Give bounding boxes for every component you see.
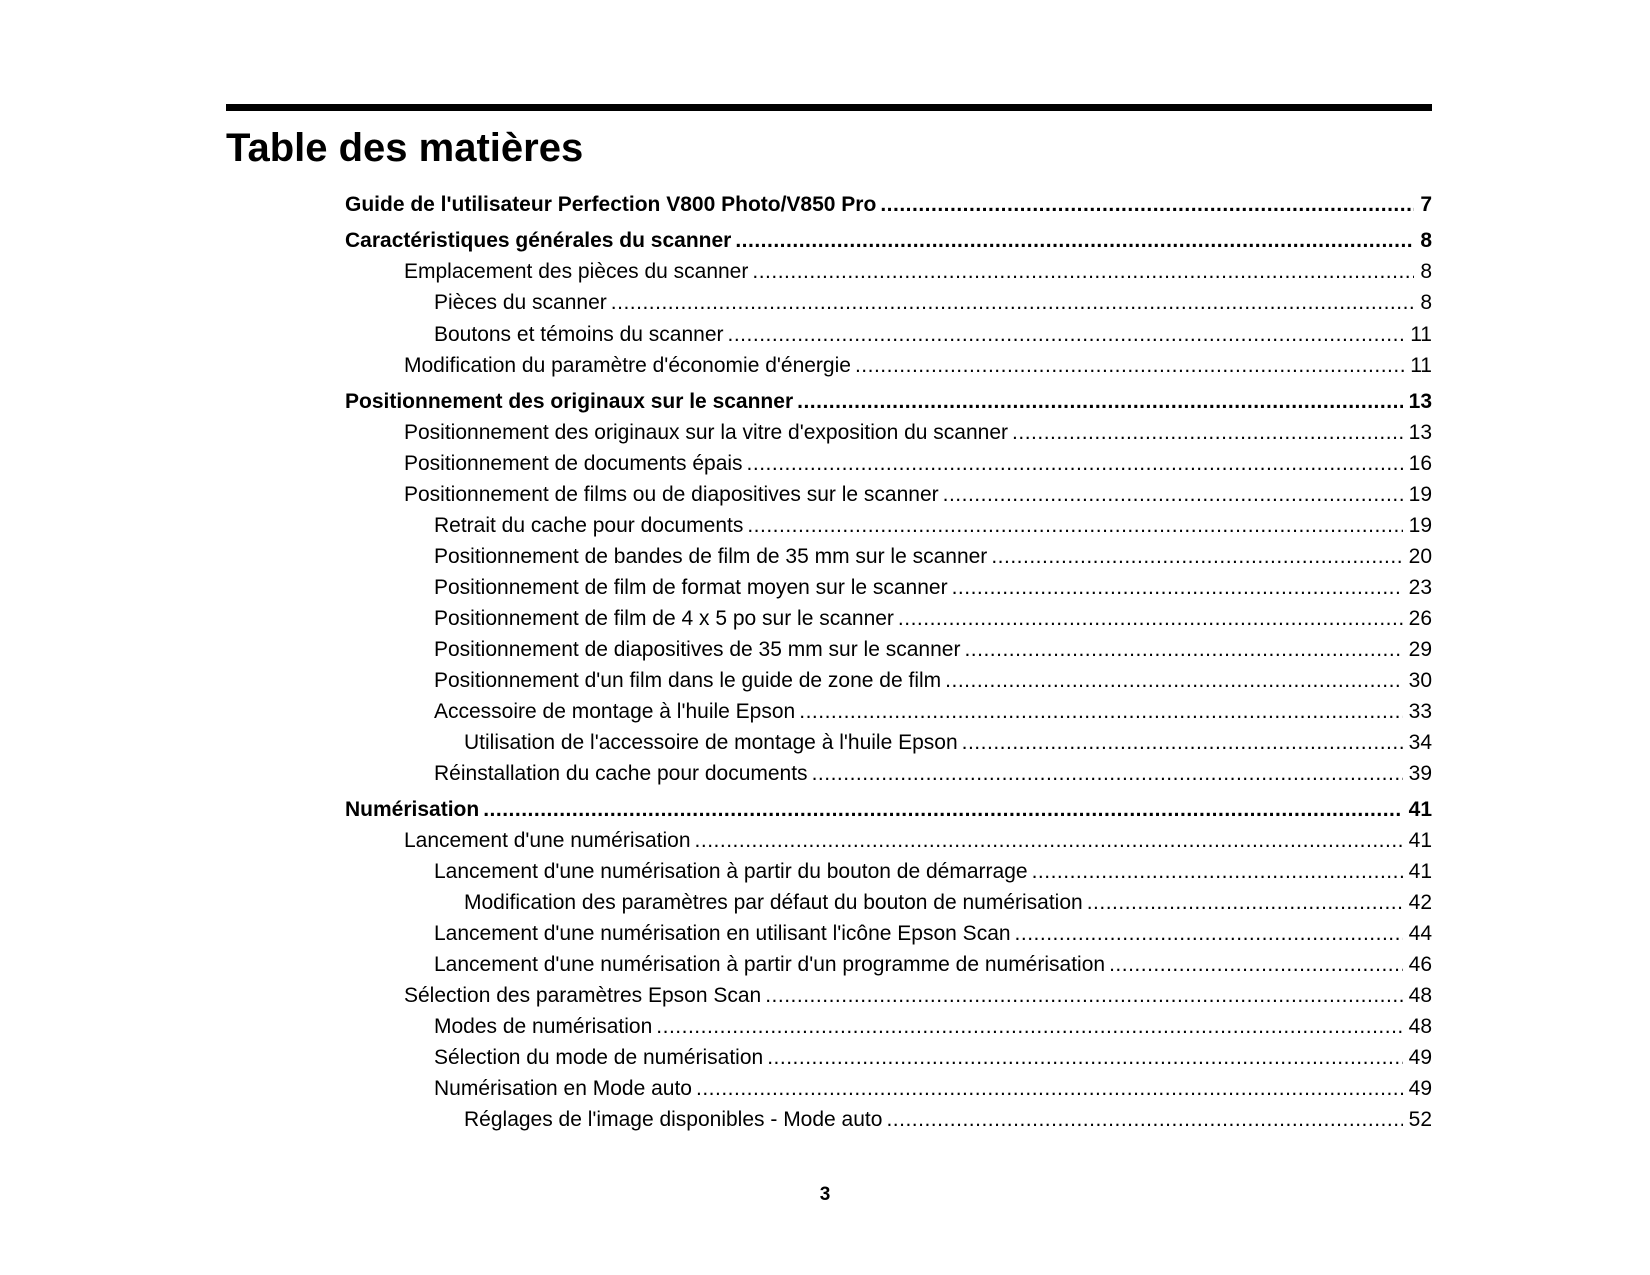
- toc-entry-page: 8: [1420, 260, 1432, 283]
- toc-entry-page: 41: [1408, 860, 1432, 883]
- toc-entry[interactable]: [345, 387, 1432, 417]
- toc-leader: [812, 759, 1403, 789]
- toc-entry-title: Caractéristiques générales du scanner: [345, 229, 732, 252]
- toc-leader: [1109, 950, 1403, 980]
- toc-entry-title: Réglages de l'image disponibles - Mode auto: [464, 1108, 883, 1131]
- toc-entry[interactable]: [404, 257, 1432, 287]
- toc-leader: [611, 288, 1415, 318]
- toc-entry-page: 11: [1410, 323, 1432, 346]
- toc-entry[interactable]: [434, 320, 1432, 350]
- toc-entry-page: 19: [1408, 483, 1432, 506]
- toc-entry-title: Retrait du cache pour documents: [434, 514, 744, 537]
- toc-entry-title: Positionnement des originaux sur le scanner: [345, 390, 794, 413]
- toc-entry[interactable]: [464, 888, 1432, 918]
- toc-entry[interactable]: [434, 919, 1432, 949]
- toc-entry-title: Modification des paramètres par défaut du bouton de numérisation: [464, 891, 1083, 914]
- toc-entry-title: Numérisation en Mode auto: [434, 1077, 692, 1100]
- toc-entry[interactable]: [345, 190, 1432, 220]
- toc-entry-page: 29: [1408, 638, 1432, 661]
- toc-entry[interactable]: [434, 857, 1432, 887]
- toc-leader: [765, 981, 1402, 1011]
- toc-entry-page: 41: [1408, 829, 1432, 852]
- toc-leader: [797, 387, 1403, 417]
- toc-entry-page: 34: [1408, 731, 1432, 754]
- toc-entry[interactable]: [434, 1074, 1432, 1104]
- toc-leader: [747, 511, 1402, 541]
- toc-entry-page: 49: [1408, 1046, 1432, 1069]
- toc-entry-title: Positionnement d'un film dans le guide de zone de film: [434, 669, 942, 692]
- toc-entry[interactable]: [434, 511, 1432, 541]
- toc-entry-page: 13: [1408, 421, 1432, 444]
- toc-entry[interactable]: [404, 351, 1432, 381]
- toc-entry[interactable]: [404, 480, 1432, 510]
- toc-entry-page: 13: [1408, 390, 1432, 413]
- toc-leader: [1087, 888, 1403, 918]
- toc-leader: [656, 1012, 1402, 1042]
- toc-entry[interactable]: [404, 449, 1432, 479]
- toc-leader: [898, 604, 1403, 634]
- toc-entry-page: 46: [1408, 953, 1432, 976]
- toc-entry[interactable]: [404, 418, 1432, 448]
- toc-entry-title: Guide de l'utilisateur Perfection V800 Photo/V850 Pro: [345, 193, 877, 216]
- toc-leader: [752, 257, 1414, 287]
- toc-entry[interactable]: [434, 635, 1432, 665]
- toc-entry-page: 19: [1408, 514, 1432, 537]
- toc-entry-title: Sélection du mode de numérisation: [434, 1046, 764, 1069]
- toc-entry[interactable]: [434, 666, 1432, 696]
- toc-entry[interactable]: [404, 981, 1432, 1011]
- toc-entry-page: 48: [1408, 1015, 1432, 1038]
- toc-entry-page: 16: [1408, 452, 1432, 475]
- toc-entry-title: Pièces du scanner: [434, 291, 607, 314]
- toc-entry[interactable]: [434, 288, 1432, 318]
- toc-entry-title: Emplacement des pièces du scanner: [404, 260, 749, 283]
- toc-entry-page: 20: [1408, 545, 1432, 568]
- toc-entry-page: 42: [1408, 891, 1432, 914]
- toc-leader: [1015, 919, 1403, 949]
- toc-entry-page: 8: [1420, 291, 1432, 314]
- toc-entry[interactable]: [434, 604, 1432, 634]
- toc-entry-page: 44: [1408, 922, 1432, 945]
- toc-entry-title: Modes de numérisation: [434, 1015, 653, 1038]
- page-number: 3: [819, 1184, 831, 1205]
- toc-entry-title: Positionnement de documents épais: [404, 452, 743, 475]
- toc-entry[interactable]: [404, 826, 1432, 856]
- toc-entry[interactable]: [345, 226, 1432, 256]
- toc-entry-page: 30: [1408, 669, 1432, 692]
- toc-entry-title: Positionnement de film de format moyen sur le scanner: [434, 576, 948, 599]
- toc-entry[interactable]: [434, 1043, 1432, 1073]
- toc-entry-title: Utilisation de l'accessoire de montage à l'huile Epson: [464, 731, 958, 754]
- toc-leader: [799, 697, 1402, 727]
- toc-entry-title: Positionnement des originaux sur la vitre d'exposition du scanner: [404, 421, 1009, 444]
- toc-leader: [962, 728, 1403, 758]
- toc-entry-title: Lancement d'une numérisation: [404, 829, 691, 852]
- toc-entry-title: Lancement d'une numérisation à partir d'un programme de numérisation: [434, 953, 1106, 976]
- toc-entry-title: Lancement d'une numérisation à partir du bouton de démarrage: [434, 860, 1028, 883]
- toc-entry[interactable]: [464, 1105, 1432, 1135]
- toc-leader: [886, 1105, 1402, 1135]
- toc-leader: [728, 320, 1405, 350]
- toc-entry-title: Positionnement de film de 4 x 5 po sur le scanner: [434, 607, 894, 630]
- page-title: Table des matières: [226, 126, 584, 170]
- toc-entry[interactable]: [345, 795, 1432, 825]
- toc-leader: [696, 1074, 1403, 1104]
- toc-entry-title: Modification du paramètre d'économie d'énergie: [404, 354, 851, 377]
- toc-entry-page: 8: [1420, 229, 1432, 252]
- toc-leader: [767, 1043, 1402, 1073]
- toc-entry[interactable]: [434, 697, 1432, 727]
- toc-entry[interactable]: [434, 1012, 1432, 1042]
- toc-leader: [880, 190, 1414, 220]
- toc-entry-title: Sélection des paramètres Epson Scan: [404, 984, 762, 1007]
- toc-entry-page: 33: [1408, 700, 1432, 723]
- toc-leader: [695, 826, 1403, 856]
- toc-leader: [945, 666, 1402, 696]
- toc-entry-title: Lancement d'une numérisation en utilisant l'icône Epson Scan: [434, 922, 1011, 945]
- toc-entry-page: 41: [1408, 798, 1432, 821]
- toc-entry-title: Numérisation: [345, 798, 480, 821]
- toc-entry-page: 26: [1408, 607, 1432, 630]
- toc-entry[interactable]: [434, 542, 1432, 572]
- toc-leader: [952, 573, 1403, 603]
- toc-entry-title: Positionnement de films ou de diapositives sur le scanner: [404, 483, 939, 506]
- toc-leader: [735, 226, 1414, 256]
- toc-leader: [964, 635, 1402, 665]
- toc-entry-page: 23: [1408, 576, 1432, 599]
- toc-entry-page: 52: [1408, 1108, 1432, 1131]
- toc-leader: [1032, 857, 1403, 887]
- toc-entry-page: 7: [1420, 193, 1432, 216]
- toc-leader: [483, 795, 1402, 825]
- toc-leader: [747, 449, 1403, 479]
- toc-entry-page: 48: [1408, 984, 1432, 1007]
- toc-leader: [1012, 418, 1403, 448]
- toc-entry[interactable]: [434, 950, 1432, 980]
- toc-entry[interactable]: [434, 573, 1432, 603]
- toc-entry-page: 49: [1408, 1077, 1432, 1100]
- toc-leader: [991, 542, 1402, 572]
- toc-entry-title: Réinstallation du cache pour documents: [434, 762, 808, 785]
- toc-entry-title: Accessoire de montage à l'huile Epson: [434, 700, 796, 723]
- toc-entry-page: 11: [1410, 354, 1432, 377]
- toc-entry-title: Positionnement de bandes de film de 35 mm sur le scanner: [434, 545, 988, 568]
- toc-entry-title: Boutons et témoins du scanner: [434, 323, 724, 346]
- toc-leader: [855, 351, 1404, 381]
- toc-entry-title: Positionnement de diapositives de 35 mm sur le scanner: [434, 638, 961, 661]
- toc-entry[interactable]: [464, 728, 1432, 758]
- toc-entry[interactable]: [434, 759, 1432, 789]
- toc-entry-page: 39: [1408, 762, 1432, 785]
- toc-leader: [943, 480, 1403, 510]
